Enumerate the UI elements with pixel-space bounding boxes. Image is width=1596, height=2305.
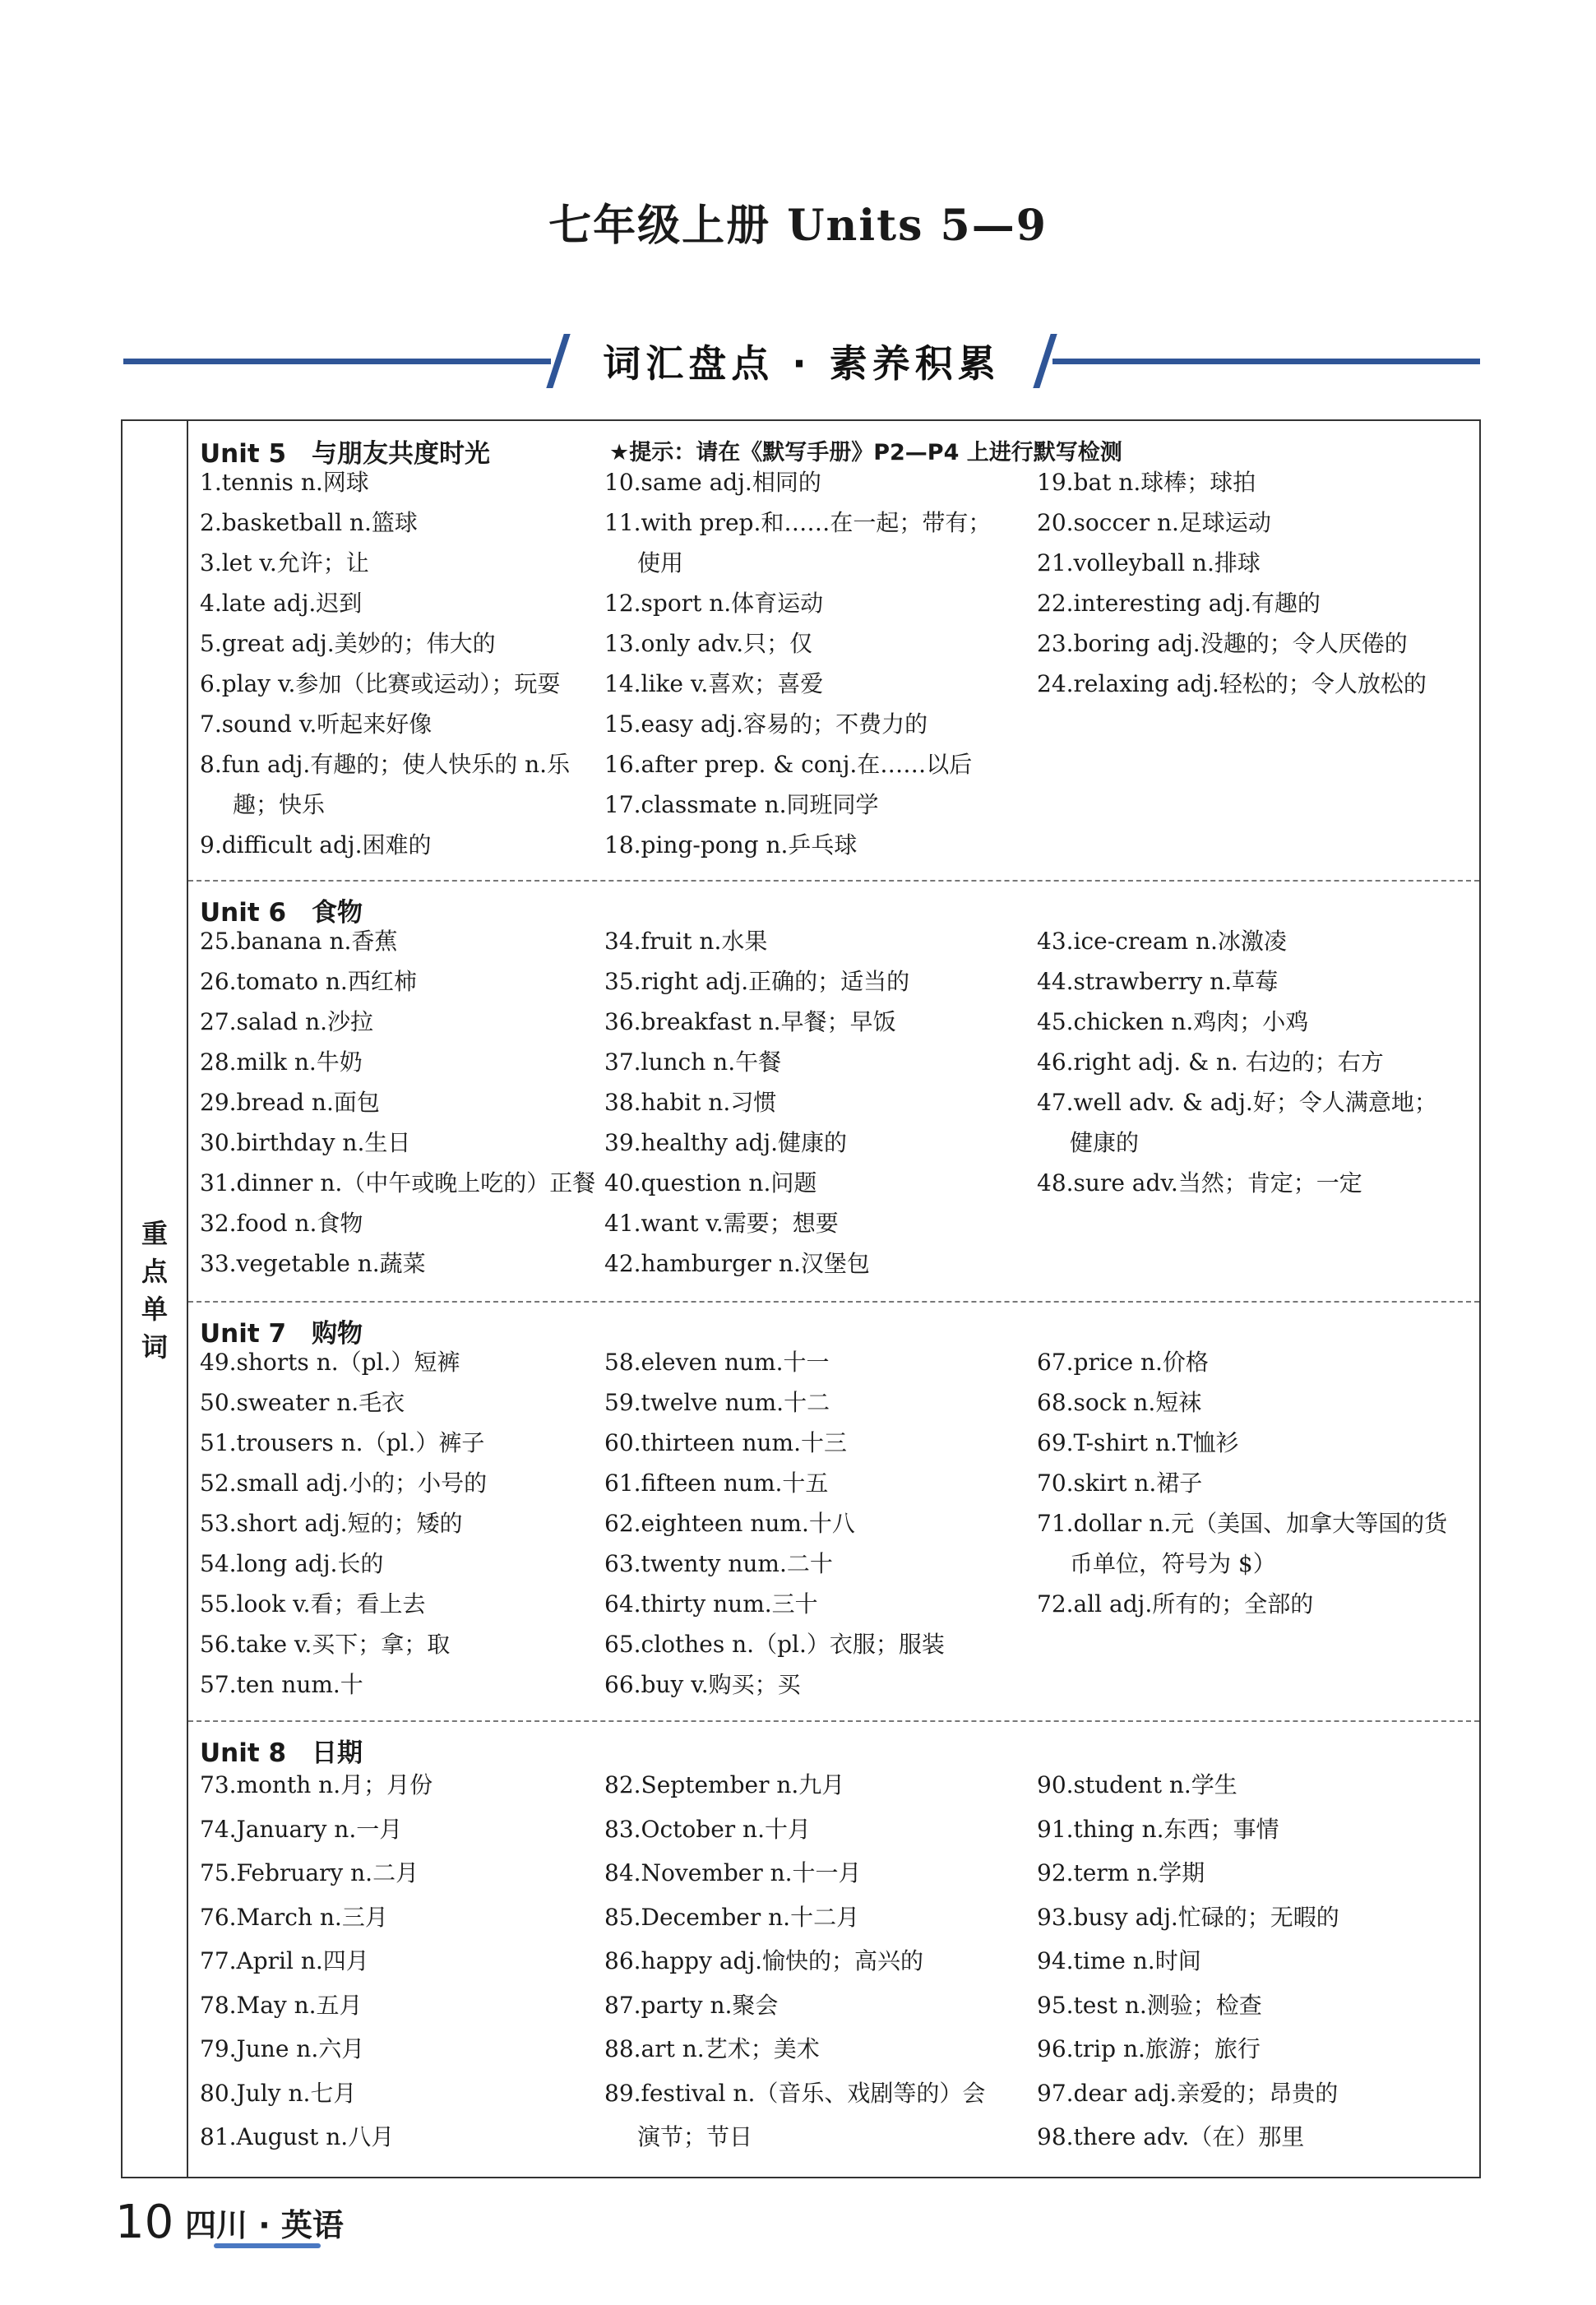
word-entry: 47.well adv. & adj.好；令人满意地；健康的 <box>1037 1089 1437 1156</box>
unit-section <box>188 1301 1479 1722</box>
word-entry: 74.January n.一月 <box>200 1815 403 1843</box>
word-entry: 77.April n.四月 <box>200 1947 369 1974</box>
word-entry: 98.there adv.（在）那里 <box>1037 2123 1305 2150</box>
word-entry: 44.strawberry n.草莓 <box>1037 968 1279 995</box>
word-column <box>200 1763 603 2159</box>
word-entry: 32.food n.食物 <box>200 1210 363 1237</box>
word-column <box>1037 1763 1448 2159</box>
word-entry: 7.sound v.听起来好像 <box>200 710 433 738</box>
word-entry: 69.T-shirt n.T恤衫 <box>1037 1429 1239 1456</box>
word-entry: 17.classmate n.同班同学 <box>604 791 879 818</box>
word-entry: 21.volleyball n.排球 <box>1037 549 1261 576</box>
word-column <box>1037 921 1448 1203</box>
word-entry: 65.clothes n.（pl.）衣服；服装 <box>604 1631 945 1658</box>
word-entry: 8.fun adj.有趣的；使人快乐的 n.乐趣；快乐 <box>200 751 571 818</box>
word-entry: 43.ice-cream n.冰激凌 <box>1037 928 1287 955</box>
word-entry: 13.only adv.只；仅 <box>604 630 813 657</box>
word-entry: 75.February n.二月 <box>200 1859 419 1886</box>
word-entry: 59.twelve num.十二 <box>604 1389 830 1416</box>
word-entry: 60.thirteen num.十三 <box>604 1429 847 1456</box>
word-column <box>200 462 603 865</box>
word-entry: 24.relaxing adj.轻松的；令人放松的 <box>1037 670 1427 697</box>
word-entry: 73.month n.月；月份 <box>200 1771 433 1798</box>
word-entry: 97.dear adj.亲爱的；昂贵的 <box>1037 2079 1339 2107</box>
word-entry: 82.September n.九月 <box>604 1771 845 1798</box>
side-char: 重 <box>141 1218 168 1249</box>
word-entry: 48.sure adv.当然；肯定；一定 <box>1037 1169 1362 1196</box>
word-entry: 68.sock n.短袜 <box>1037 1389 1202 1416</box>
word-entry: 88.art n.艺术；美术 <box>604 2035 820 2062</box>
side-char: 单 <box>141 1294 168 1325</box>
word-entry: 33.vegetable n.蔬菜 <box>200 1250 426 1277</box>
word-column <box>200 1342 603 1705</box>
word-entry: 67.price n.价格 <box>1037 1349 1209 1376</box>
word-entry: 51.trousers n.（pl.）裤子 <box>200 1429 485 1456</box>
banner-text: 词汇盘点 · 素养积累 <box>603 341 1001 386</box>
word-entry: 19.bat n.球棒；球拍 <box>1037 469 1256 496</box>
word-entry: 30.birthday n.生日 <box>200 1129 411 1156</box>
banner-rule-right <box>1052 359 1480 364</box>
unit-section <box>188 880 1479 1303</box>
word-entry: 78.May n.五月 <box>200 1991 363 2019</box>
word-column <box>604 921 1007 1284</box>
word-entry: 90.student n.学生 <box>1037 1771 1237 1798</box>
word-entry: 34.fruit n.水果 <box>604 928 768 955</box>
banner-rule-left <box>123 359 551 364</box>
word-entry: 84.November n.十一月 <box>604 1859 862 1886</box>
word-entry: 87.party n.聚会 <box>604 1991 779 2019</box>
unit-heading: Unit 5 与朋友共度时光 <box>200 439 491 469</box>
word-entry: 41.want v.需要；想要 <box>604 1210 839 1237</box>
footer-accent <box>214 2243 321 2248</box>
word-entry: 58.eleven num.十一 <box>604 1349 830 1376</box>
word-entry: 94.time n.时间 <box>1037 1947 1201 1974</box>
word-entry: 45.chicken n.鸡肉；小鸡 <box>1037 1008 1309 1035</box>
footer-label: 四川 · 英语 <box>185 2207 344 2243</box>
word-entry: 27.salad n.沙拉 <box>200 1008 373 1035</box>
unit-section <box>188 1720 1479 2177</box>
word-entry: 29.bread n.面包 <box>200 1089 380 1116</box>
word-entry: 12.sport n.体育运动 <box>604 590 824 617</box>
word-column <box>1037 1342 1448 1624</box>
word-column <box>604 1342 1007 1705</box>
word-entry: 20.soccer n.足球运动 <box>1037 509 1271 536</box>
word-entry: 49.shorts n.（pl.）短裤 <box>200 1349 460 1376</box>
vocab-content <box>188 421 1479 2177</box>
word-column <box>1037 462 1448 704</box>
unit-heading: Unit 7 购物 <box>200 1319 363 1349</box>
word-entry: 14.like v.喜欢；喜爱 <box>604 670 824 697</box>
unit-section <box>188 421 1479 882</box>
word-entry: 63.twenty num.二十 <box>604 1550 833 1577</box>
word-entry: 76.March n.三月 <box>200 1903 388 1931</box>
word-entry: 11.with prep.和……在一起；带有；使用 <box>604 509 992 576</box>
word-entry: 93.busy adj.忙碌的；无暇的 <box>1037 1903 1339 1931</box>
word-entry: 89.festival n.（音乐、戏剧等的）会演节；节日 <box>604 2079 986 2150</box>
word-entry: 5.great adj.美妙的；伟大的 <box>200 630 496 657</box>
word-entry: 71.dollar n.元（美国、加拿大等国的货币单位，符号为 $） <box>1037 1510 1448 1577</box>
word-entry: 91.thing n.东西；事情 <box>1037 1815 1279 1843</box>
word-entry: 81.August n.八月 <box>200 2123 395 2150</box>
side-char: 点 <box>141 1256 168 1287</box>
word-entry: 36.breakfast n.早餐；早饭 <box>604 1008 896 1035</box>
word-entry: 64.thirty num.三十 <box>604 1590 818 1618</box>
word-entry: 56.take v.买下；拿；取 <box>200 1631 451 1658</box>
word-entry: 53.short adj.短的；矮的 <box>200 1510 463 1537</box>
word-entry: 18.ping-pong n.乒乓球 <box>604 831 858 859</box>
word-entry: 62.eighteen num.十八 <box>604 1510 855 1537</box>
word-entry: 37.lunch n.午餐 <box>604 1048 782 1076</box>
word-column <box>604 462 1007 865</box>
word-entry: 79.June n.六月 <box>200 2035 365 2062</box>
word-entry: 83.October n.十月 <box>604 1815 811 1843</box>
side-label <box>123 1215 187 1366</box>
word-entry: 31.dinner n.（中午或晚上吃的）正餐 <box>200 1169 596 1196</box>
word-entry: 2.basketball n.篮球 <box>200 509 418 536</box>
word-entry: 26.tomato n.西红柿 <box>200 968 417 995</box>
word-entry: 4.late adj.迟到 <box>200 590 363 617</box>
word-entry: 39.healthy adj.健康的 <box>604 1129 847 1156</box>
page-title: 七年级上册 Units 5—9 <box>548 201 1048 251</box>
word-entry: 61.fifteen num.十五 <box>604 1470 829 1497</box>
word-entry: 28.milk n.牛奶 <box>200 1048 363 1076</box>
word-entry: 22.interesting adj.有趣的 <box>1037 590 1321 617</box>
word-entry: 57.ten num.十 <box>200 1671 363 1698</box>
word-entry: 80.July n.七月 <box>200 2079 357 2107</box>
word-entry: 15.easy adj.容易的；不费力的 <box>604 710 928 738</box>
word-entry: 9.difficult adj.困难的 <box>200 831 432 859</box>
word-entry: 52.small adj.小的；小号的 <box>200 1470 488 1497</box>
vocab-table <box>121 419 1481 2178</box>
word-entry: 16.after prep. & conj.在……以后 <box>604 751 973 778</box>
word-entry: 54.long adj.长的 <box>200 1550 384 1577</box>
unit-heading: Unit 8 日期 <box>200 1738 363 1768</box>
word-entry: 35.right adj.正确的；适当的 <box>604 968 910 995</box>
word-entry: 23.boring adj.没趣的；令人厌倦的 <box>1037 630 1408 657</box>
word-entry: 42.hamburger n.汉堡包 <box>604 1250 870 1277</box>
unit-heading: Unit 6 食物 <box>200 898 363 928</box>
side-column <box>123 421 188 2177</box>
word-column <box>200 921 603 1284</box>
page-number: 10 <box>115 2196 174 2249</box>
word-entry: 40.question n.问题 <box>604 1169 817 1196</box>
word-column <box>604 1763 1007 2159</box>
word-entry: 96.trip n.旅游；旅行 <box>1037 2035 1261 2062</box>
word-entry: 86.happy adj.愉快的；高兴的 <box>604 1947 924 1974</box>
word-entry: 72.all adj.所有的；全部的 <box>1037 1590 1314 1618</box>
word-entry: 1.tennis n.网球 <box>200 469 369 496</box>
word-entry: 38.habit n.习惯 <box>604 1089 777 1116</box>
side-char: 词 <box>141 1331 168 1363</box>
word-entry: 70.skirt n.裙子 <box>1037 1470 1203 1497</box>
word-entry: 25.banana n.香蕉 <box>200 928 398 955</box>
section-banner <box>123 329 1480 395</box>
word-entry: 50.sweater n.毛衣 <box>200 1389 405 1416</box>
word-entry: 46.right adj. & n. 右边的；右方 <box>1037 1048 1384 1076</box>
word-entry: 55.look v.看；看上去 <box>200 1590 426 1618</box>
word-entry: 95.test n.测验；检查 <box>1037 1991 1262 2019</box>
word-entry: 66.buy v.购买；买 <box>604 1671 801 1698</box>
tip-note: ★提示：请在《默写手册》P2—P4 上进行默写检测 <box>609 440 1122 465</box>
word-entry: 85.December n.十二月 <box>604 1903 860 1931</box>
word-entry: 3.let v.允许；让 <box>200 549 369 576</box>
word-entry: 92.term n.学期 <box>1037 1859 1205 1886</box>
word-entry: 6.play v.参加（比赛或运动）；玩耍 <box>200 670 561 697</box>
word-entry: 10.same adj.相同的 <box>604 469 821 496</box>
